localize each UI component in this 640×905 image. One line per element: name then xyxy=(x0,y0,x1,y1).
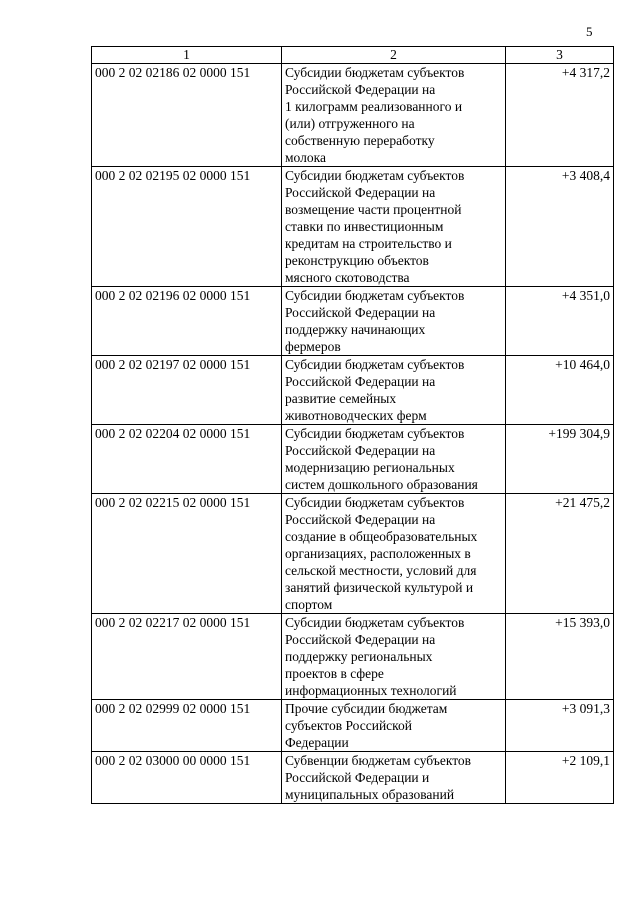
description-line: Российской Федерации и xyxy=(285,770,430,785)
description-line: информационных технологий xyxy=(285,683,457,698)
description-line: мясного скотоводства xyxy=(285,270,410,285)
description-line: Российской Федерации на xyxy=(285,374,436,389)
amount-cell: +15 393,0 xyxy=(506,614,614,700)
amount-cell: +4 317,2 xyxy=(506,64,614,167)
description-line: молока xyxy=(285,150,326,165)
column-header-2: 2 xyxy=(282,47,506,64)
amount-cell: +199 304,9 xyxy=(506,425,614,494)
description-line: создание в общеобразовательных xyxy=(285,529,478,544)
amount-cell: +3 408,4 xyxy=(506,167,614,287)
description-cell xyxy=(282,287,506,356)
description-line: проектов в сфере xyxy=(285,666,384,681)
table-row xyxy=(92,752,614,804)
budget-code-cell: 000 2 02 02197 02 0000 151 xyxy=(92,356,282,425)
description-cell xyxy=(282,614,506,700)
description-line: Субсидии бюджетам субъектов xyxy=(285,65,465,80)
description-line: Российской Федерации на xyxy=(285,82,436,97)
description-line: субъектов Российской xyxy=(285,718,413,733)
description-line: Российской Федерации на xyxy=(285,305,436,320)
description-line: поддержку региональных xyxy=(285,649,433,664)
description-line: Субсидии бюджетам субъектов xyxy=(285,615,465,630)
description-line: занятий физической культурой и xyxy=(285,580,474,595)
description-line: Федерации xyxy=(285,735,349,750)
description-line: собственную переработку xyxy=(285,133,435,148)
description-line: реконструкцию объектов xyxy=(285,253,429,268)
budget-code-cell: 000 2 02 02186 02 0000 151 xyxy=(92,64,282,167)
amount-cell: +4 351,0 xyxy=(506,287,614,356)
table-body xyxy=(92,64,614,804)
budget-table xyxy=(91,46,614,804)
column-header-3: 3 xyxy=(506,47,614,64)
description-cell xyxy=(282,494,506,614)
page-number: 5 xyxy=(586,24,593,39)
budget-code-cell: 000 2 02 02196 02 0000 151 xyxy=(92,287,282,356)
table-row xyxy=(92,425,614,494)
budget-code-cell: 000 2 02 02204 02 0000 151 xyxy=(92,425,282,494)
description-line: ставки по инвестиционным xyxy=(285,219,444,234)
budget-code-cell: 000 2 02 02215 02 0000 151 xyxy=(92,494,282,614)
table-row xyxy=(92,287,614,356)
description-line: возмещение части процентной xyxy=(285,202,462,217)
description-line: систем дошкольного образования xyxy=(285,477,478,492)
budget-code-cell: 000 2 02 02999 02 0000 151 xyxy=(92,700,282,752)
description-cell xyxy=(282,356,506,425)
description-line: муниципальных образований xyxy=(285,787,455,802)
budget-code-cell: 000 2 02 02217 02 0000 151 xyxy=(92,614,282,700)
description-line: Субсидии бюджетам субъектов xyxy=(285,168,465,183)
amount-cell: +10 464,0 xyxy=(506,356,614,425)
budget-code-cell: 000 2 02 02195 02 0000 151 xyxy=(92,167,282,287)
description-line: Субсидии бюджетам субъектов xyxy=(285,426,465,441)
description-cell xyxy=(282,425,506,494)
description-line: Российской Федерации на xyxy=(285,185,436,200)
description-line: организациях, расположенных в xyxy=(285,546,471,561)
table-header-row xyxy=(92,47,614,64)
description-line: (или) отгруженного на xyxy=(285,116,415,131)
description-line: Российской Федерации на xyxy=(285,512,436,527)
description-line: Субсидии бюджетам субъектов xyxy=(285,357,465,372)
description-line: модернизацию региональных xyxy=(285,460,455,475)
description-line: развитие семейных xyxy=(285,391,397,406)
table-row xyxy=(92,64,614,167)
description-line: фермеров xyxy=(285,339,341,354)
description-line: Российской Федерации на xyxy=(285,632,436,647)
description-line: кредитам на строительство и xyxy=(285,236,452,251)
budget-code-cell: 000 2 02 03000 00 0000 151 xyxy=(92,752,282,804)
table-row xyxy=(92,700,614,752)
description-cell xyxy=(282,64,506,167)
description-cell xyxy=(282,167,506,287)
table-row xyxy=(92,614,614,700)
description-cell xyxy=(282,700,506,752)
description-line: Субвенции бюджетам субъектов xyxy=(285,753,472,768)
description-line: Прочие субсидии бюджетам xyxy=(285,701,448,716)
amount-cell: +3 091,3 xyxy=(506,700,614,752)
amount-cell: +2 109,1 xyxy=(506,752,614,804)
description-line: Субсидии бюджетам субъектов xyxy=(285,495,465,510)
column-header-1: 1 xyxy=(92,47,282,64)
description-line: Российской Федерации на xyxy=(285,443,436,458)
table-row xyxy=(92,356,614,425)
description-line: спортом xyxy=(285,597,333,612)
amount-cell: +21 475,2 xyxy=(506,494,614,614)
description-line: 1 килограмм реализованного и xyxy=(285,99,463,114)
description-line: животноводческих ферм xyxy=(285,408,427,423)
description-line: поддержку начинающих xyxy=(285,322,426,337)
description-cell xyxy=(282,752,506,804)
table-row xyxy=(92,167,614,287)
table-row xyxy=(92,494,614,614)
description-line: сельской местности, условий для xyxy=(285,563,477,578)
description-line: Субсидии бюджетам субъектов xyxy=(285,288,465,303)
